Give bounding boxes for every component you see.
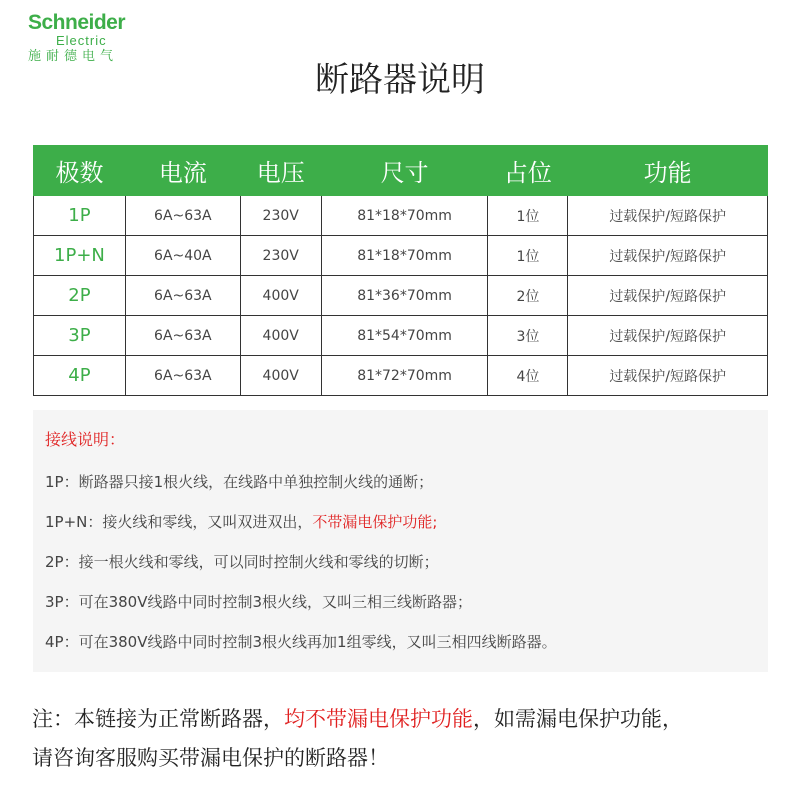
footer-part1: 注：本链接为正常断路器， <box>32 707 284 731</box>
wiring-heading: 接线说明： <box>45 430 126 449</box>
table-cell: 过载保护/短路保护 <box>568 196 768 236</box>
table-cell: 4位 <box>488 356 568 396</box>
logo-brand: Schneider <box>28 11 126 34</box>
wiring-line <box>45 550 768 590</box>
table-cell: 1P <box>34 196 126 236</box>
header-poles: 极数 <box>34 146 126 196</box>
wiring-text: 4P：可在380V线路中同时控制3根火线再加1组零线，又叫三相四线断路器。 <box>45 633 557 651</box>
table-cell: 6A~63A <box>125 196 240 236</box>
footer-note <box>32 700 683 778</box>
wiring-line <box>45 510 768 550</box>
table-cell: 6A~63A <box>125 316 240 356</box>
wiring-line <box>45 630 768 670</box>
wiring-text: 1P：断路器只接1根火线，在线路中单独控制火线的通断； <box>45 473 434 491</box>
table-cell: 3P <box>34 316 126 356</box>
table-cell: 4P <box>34 356 126 396</box>
table-cell: 81*72*70mm <box>321 356 488 396</box>
table-cell: 2P <box>34 276 126 316</box>
table-cell: 过载保护/短路保护 <box>568 356 768 396</box>
table-row <box>34 196 768 236</box>
footer-part3: ，如需漏电保护功能， <box>473 707 683 731</box>
table-cell: 过载保护/短路保护 <box>568 276 768 316</box>
table-cell: 6A~40A <box>125 236 240 276</box>
wiring-text: 1P+N：接火线和零线，又叫双进双出， <box>45 513 313 531</box>
wiring-line <box>45 590 768 630</box>
table-row <box>34 356 768 396</box>
header-size: 尺寸 <box>321 146 488 196</box>
table-cell: 400V <box>240 276 321 316</box>
header-current: 电流 <box>125 146 240 196</box>
table-header-row <box>34 146 768 196</box>
table-row <box>34 316 768 356</box>
table-cell: 81*18*70mm <box>321 236 488 276</box>
page-title: 断路器说明 <box>315 60 485 100</box>
header-voltage: 电压 <box>240 146 321 196</box>
table-cell: 1P+N <box>34 236 126 276</box>
wiring-notes <box>33 410 768 672</box>
table-cell: 1位 <box>488 236 568 276</box>
spec-table <box>33 145 768 396</box>
wiring-line <box>45 470 768 510</box>
table-cell: 230V <box>240 196 321 236</box>
wiring-text: 3P：可在380V线路中同时控制3根火线，又叫三相三线断路器； <box>45 593 473 611</box>
wiring-text: 2P：接一根火线和零线，可以同时控制火线和零线的切断； <box>45 553 439 571</box>
table-cell: 6A~63A <box>125 356 240 396</box>
table-cell: 230V <box>240 236 321 276</box>
table-cell: 81*54*70mm <box>321 316 488 356</box>
header-function: 功能 <box>568 146 768 196</box>
footer-warning: 均不带漏电保护功能 <box>284 707 473 731</box>
table-cell: 过载保护/短路保护 <box>568 236 768 276</box>
table-cell: 81*36*70mm <box>321 276 488 316</box>
logo-sub: Electric <box>56 33 107 48</box>
table-cell: 400V <box>240 356 321 396</box>
table-cell: 1位 <box>488 196 568 236</box>
table-cell: 过载保护/短路保护 <box>568 316 768 356</box>
table-cell: 6A~63A <box>125 276 240 316</box>
table-row <box>34 276 768 316</box>
table-cell: 3位 <box>488 316 568 356</box>
table-cell: 400V <box>240 316 321 356</box>
table-row <box>34 236 768 276</box>
header-slots: 占位 <box>488 146 568 196</box>
footer-line2: 请咨询客服购买带漏电保护的断路器！ <box>32 746 389 770</box>
logo-cn: 施耐德电气 <box>28 49 119 64</box>
wiring-warning: 不带漏电保护功能; <box>312 513 438 531</box>
table-cell: 2位 <box>488 276 568 316</box>
table-cell: 81*18*70mm <box>321 196 488 236</box>
